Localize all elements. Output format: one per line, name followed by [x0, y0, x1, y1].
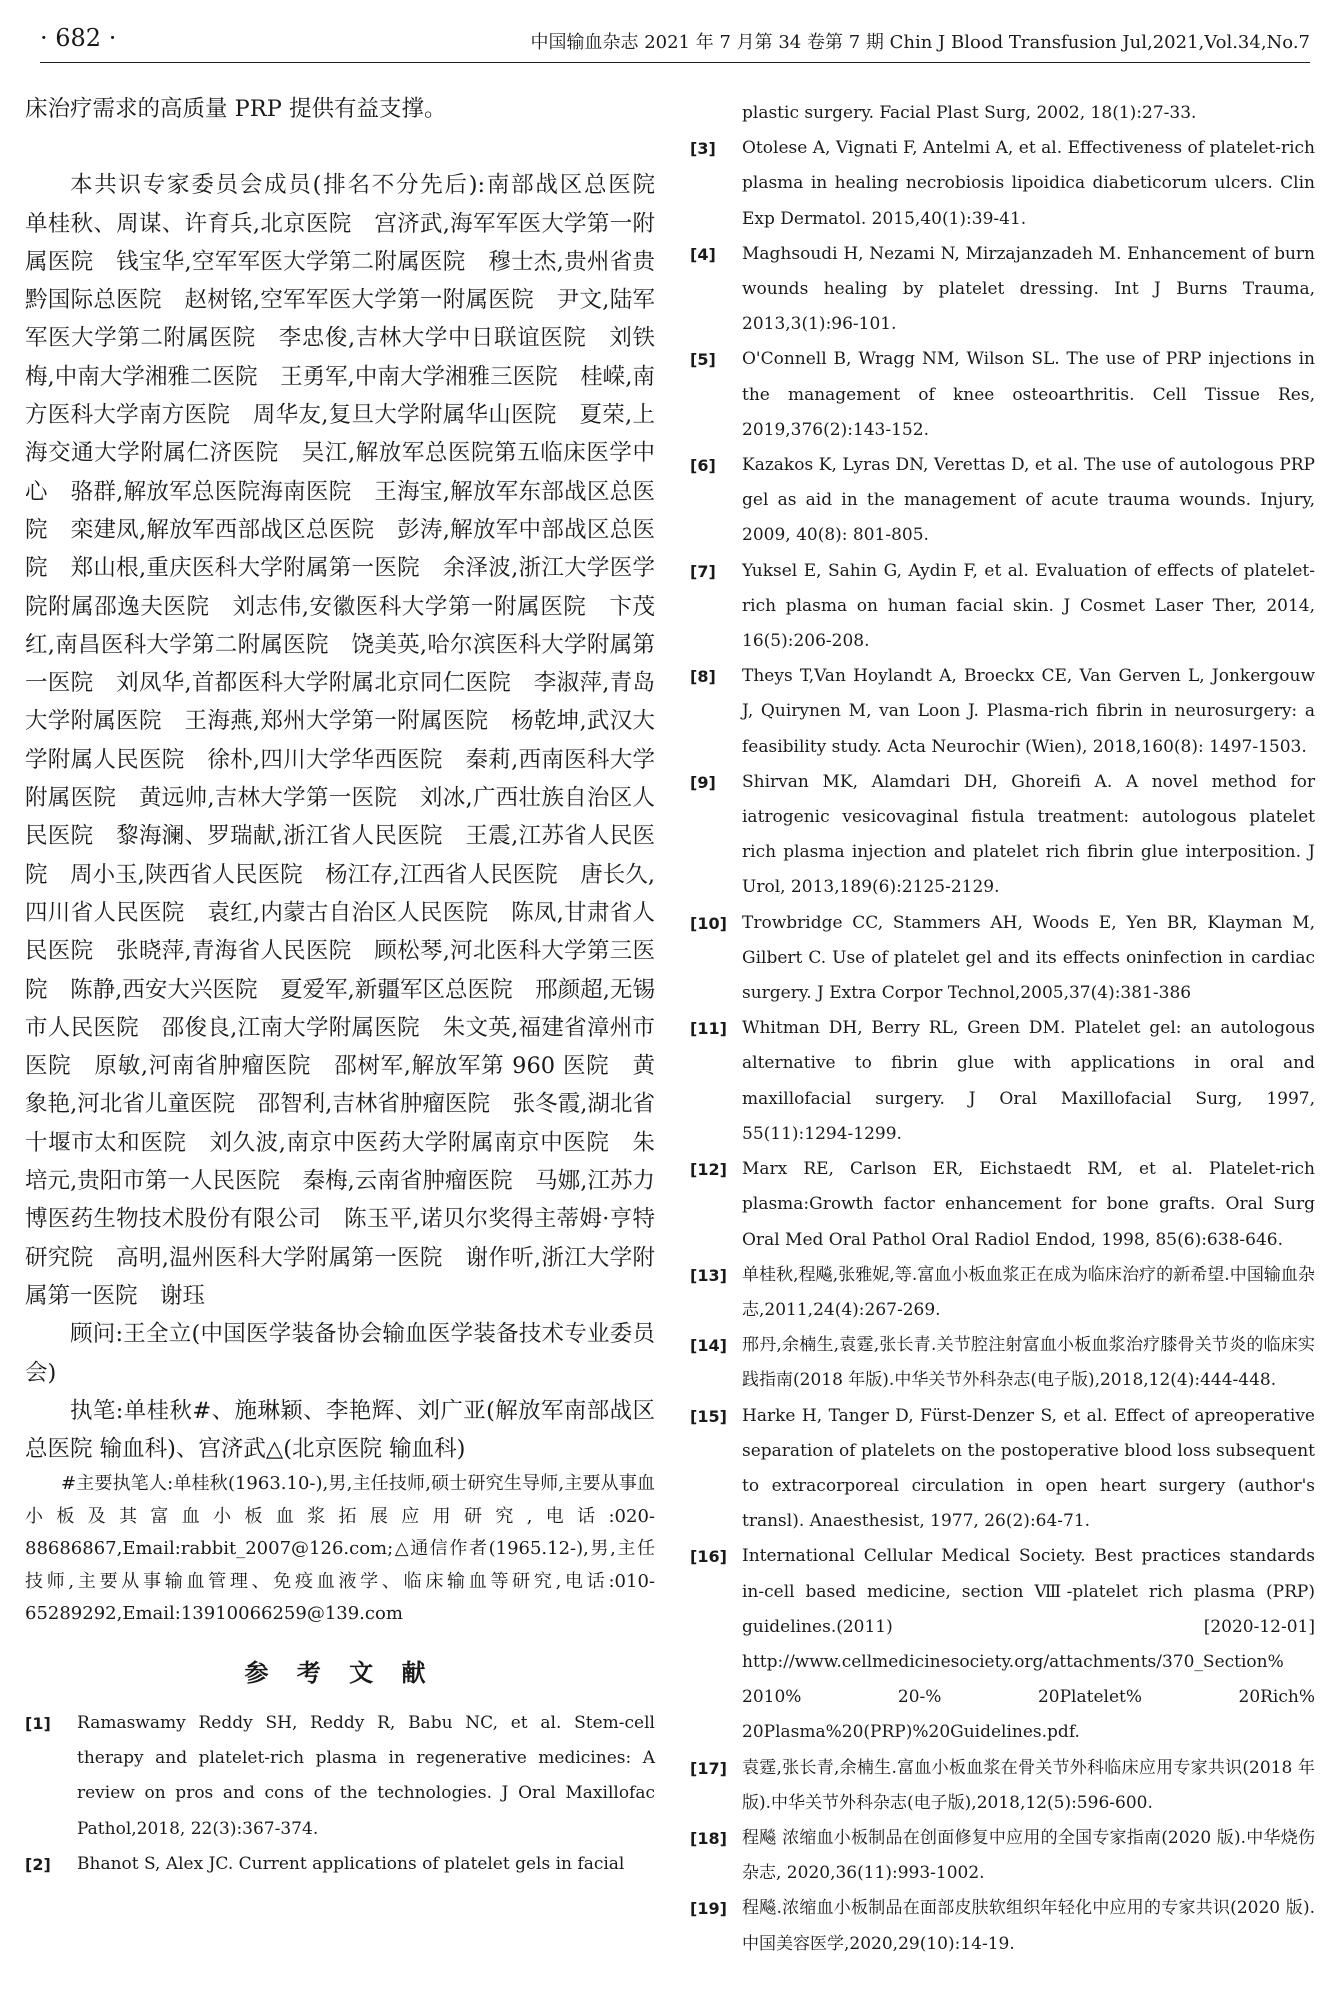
reference-text: Shirvan MK, Alamdari DH, Ghoreifi A. A novel method for iatrogenic vesicovaginal fistula treatment: autologous platelet rich plasma injection and platelet rich fibrin glue interposition. J Urol, 2013,189(6):2125-2129. — [742, 771, 1315, 898]
references-left-list — [25, 1706, 655, 1882]
reference-item — [25, 1706, 655, 1847]
opening-paragraph: 床治疗需求的高质量 PRP 提供有益支撑。 — [25, 96, 447, 122]
reference-number: [8] — [690, 667, 716, 687]
reference-text: Trowbridge CC, Stammers AH, Woods E, Yen BR, Klayman M, Gilbert C. Use of platelet gel and its effects oninfection in cardiac surgery. J Extra Corpor Technol,2005,37(4):381-386 — [742, 912, 1315, 1004]
references-title: 参 考 文 献 — [244, 1658, 436, 1687]
reference-item — [690, 1328, 1315, 1398]
committee-paragraph: 本共识专家委员会成员(排名不分先后):南部战区总医院 单桂秋、周谋、许育兵,北京医院 宫济武,海军军医大学第一附属医院 钱宝华,空军军医大学第二附属医院 穆士杰,贵州省贵黔国际总医院 赵树铭,空军军医大学第一附属医院 尹文,陆军军医大学第二附属医院 李忠俊,吉林大学中日联谊医院 刘铁梅,中南大学湘雅二医院 王勇军,中南大学湘雅三医院 桂嵘,南方医科大学南方医院 周华友,复旦大学附属华山医院 夏荣,上海交通大学附属仁济医院 吴江,解放军总医院第五临床医学中心 骆群,解放军总医院海南医院 王海宝,解放军东部战区总医院 栾建凤,解放军西部战区总医院 彭涛,解放军中部战区总医院 郑山根,重庆医科大学附属第一医院 余泽波,浙江大学医学院附属邵逸夫医院 刘志伟,安徽医科大学第一附属医院 卞茂红,南昌医科大学第二附属医院 饶美英,哈尔滨医科大学附属第一医院 刘凤华,首都医科大学附属北京同仁医院 李淑萍,青岛大学附属医院 王海燕,郑州大学第一附属医院 杨乾坤,武汉大学附属人民医院 徐朴,四川大学华西医院 秦莉,西南医科大学附属医院 黄远帅,吉林大学第一医院 刘冰,广西壮族自治区人民医院 黎海澜、罗瑞献,浙江省人民医院 王震,江苏省人民医院 周小玉,陕西省人民医院 杨江存,江西省人民医院 唐长久,四川省人民医院 袁红,内蒙古自治区人民医院 陈凤,甘肃省人民医院 张晓萍,青海省人民医院 顾松琴,河北医科大学第三医院 陈静,西安大兴医院 夏爱军,新疆军区总医院 邢颜超,无锡市人民医院 邵俊良,江南大学附属医院 朱文英,福建省漳州市医院 原敏,河南省肿瘤医院 邵树军,解放军第 960 医院 黄象艳,河北省儿童医院 邵智利,吉林省肿瘤医院 张冬霞,湖北省十堰市太和医院 刘久波,南京中医药大学附属南京中医院 朱培元,贵阳市第一人民医院 秦梅,云南省肿瘤医院 马娜,江苏力博医药生物技术股份有限公司 陈玉平,诺贝尔奖得主蒂姆·亨特研究院 高明,温州医科大学附属第一医院 谢作听,浙江大学附属第一医院 谢珏 — [25, 172, 678, 1309]
reference-text: 邢丹,余楠生,袁霆,张长青.关节腔注射富血小板血浆治疗膝骨关节炎的临床实践指南(2018 年版).中华关节外科杂志(电子版),2018,12(4):444-448. — [742, 1335, 1315, 1391]
reference-number: [17] — [690, 1758, 727, 1778]
reference-number: [4] — [690, 244, 716, 264]
reference-text: 袁霆,张长青,余楠生.富血小板血浆在骨关节外科临床应用专家共识(2018 年版).中华关节外科杂志(电子版),2018,12(5):596-600. — [742, 1757, 1315, 1813]
reference-item — [690, 342, 1315, 448]
reference-number: [13] — [690, 1265, 727, 1285]
reference-number: [19] — [690, 1899, 727, 1919]
reference-item — [690, 131, 1315, 237]
advisor-paragraph: 顾问:王全立(中国医学装备协会输血医学装备技术专业委员会) — [25, 1321, 655, 1386]
reference-text: Otolese A, Vignati F, Antelmi A, et al. Effectiveness of platelet-rich plasma in healing necrobiosis lipoidica diabeticorum ulcers. Clin Exp Dermatol. 2015,40(1):39-41. — [742, 138, 1315, 229]
reference-item — [690, 1751, 1315, 1821]
reference-text: Harke H, Tanger D, Fürst-Denzer S, et al. Effect of apreoperative separation of platelets on the postoperative blood loss subsequent to extracorporeal circulation in open heart surgery (author's transl). Anaesthesist, 1977, 26(2):64-71. — [742, 1405, 1315, 1532]
reference-item — [690, 1258, 1315, 1328]
reference-item — [25, 1847, 655, 1882]
references-right-list — [690, 96, 1315, 1962]
reference-item — [690, 765, 1315, 906]
reference-number: [18] — [690, 1828, 727, 1848]
reference-number: [6] — [690, 456, 716, 476]
left-column — [25, 90, 678, 1882]
reference-item — [690, 448, 1315, 554]
reference-item — [690, 906, 1315, 1012]
reference-item — [690, 1539, 1315, 1750]
reference-item — [690, 1011, 1315, 1152]
reference-number: [16] — [690, 1547, 727, 1567]
reference-text: Maghsoudi H, Nezami N, Mirzajanzadeh M. Enhancement of burn wounds healing by platelet dressing. Int J Burns Trauma, 2013,3(1):96-101. — [742, 243, 1315, 335]
reference-text: Marx RE, Carlson ER, Eichstaedt RM, et al. Platelet-rich plasma:Growth factor enhancement for bone grafts. Oral Surg Oral Med Oral Pathol Oral Radiol Endod, 1998, 85(6):638-646. — [742, 1159, 1315, 1250]
reference-item — [690, 1891, 1315, 1961]
reference-number: [2] — [25, 1854, 51, 1874]
reference-item — [690, 1152, 1315, 1258]
reference-text: 程飚 浓缩血小板制品在创面修复中应用的全国专家指南(2020 版).中华烧伤杂志, 2020,36(11):993-1002. — [742, 1827, 1315, 1884]
reference-number: [7] — [690, 561, 716, 581]
reference-text: 单桂秋,程飚,张雅妮,等.富血小板血浆正在成为临床治疗的新希望.中国输血杂志,2011,24(4):267-269. — [742, 1264, 1315, 1320]
reference-text: Kazakos K, Lyras DN, Verettas D, et al. The use of autologous PRP gel as aid in the management of acute trauma wounds. Injury, 2009, 40(8): 801-805. — [742, 455, 1315, 546]
reference-text: Yuksel E, Sahin G, Aydin F, et al. Evaluation of effects of platelet-rich plasma on human facial skin. J Cosmet Laser Ther, 2014, 16(5):206-208. — [742, 560, 1315, 652]
reference-item — [690, 1399, 1315, 1540]
reference-item — [690, 659, 1315, 765]
reference-text: O'Connell B, Wragg NM, Wilson SL. The use of PRP injections in the management of knee osteoarthritis. Cell Tissue Res, 2019,376(2):143-152. — [742, 349, 1315, 440]
reference-number: [5] — [690, 350, 716, 370]
reference-number: [3] — [690, 139, 716, 159]
reference-text: 程飚.浓缩血小板制品在面部皮肤软组织年轻化中应用的专家共识(2020 版).中国美容医学,2020,29(10):14-19. — [742, 1898, 1315, 1954]
reference-text: Ramaswamy Reddy SH, Reddy R, Babu NC, et al. Stem-cell therapy and platelet-rich plasma in regenerative medicines: A review on pros and cons of the technologies. J Oral Maxillofac Pathol,2018, 22(3):367-374. — [77, 1712, 655, 1839]
writers-paragraph: 执笔:单桂秋#、施琳颖、李艳辉、刘广亚(解放军南部战区总医院 输血科)、宫济武△(北京医院 输血科) — [25, 1397, 655, 1463]
reference-item — [690, 554, 1315, 660]
reference-item — [690, 1821, 1315, 1891]
reference-text: Theys T,Van Hoylandt A, Broeckx CE, Van Gerven L, Jonkergouw J, Quirynen M, van Loon J. Plasma-rich fibrin in neurosurgery: a feasibility study. Acta Neurochir (Wien), 2018,160(8): 1497-1503. — [742, 666, 1315, 757]
reference-item — [690, 237, 1315, 343]
reference-number: [12] — [690, 1160, 727, 1180]
journal-running-head: 中国输血杂志 2021 年 7 月第 34 卷第 7 期 Chin J Blood Transfusion Jul,2021,Vol.34,No.7 — [530, 32, 1310, 53]
reference-text: Whitman DH, Berry RL, Green DM. Platelet gel: an autologous alternative to fibrin glue with applications in oral and maxillofacial surgery. J Oral Maxillofacial Surg, 1997, 55(11):1294-1299. — [742, 1018, 1315, 1144]
reference-item — [690, 96, 1315, 131]
reference-number: [15] — [690, 1406, 727, 1426]
page-number: · 682 · — [40, 24, 117, 52]
reference-number: [9] — [690, 772, 716, 792]
reference-number: [14] — [690, 1336, 727, 1356]
reference-text: Bhanot S, Alex JC. Current applications of platelet gels in facial — [77, 1853, 625, 1874]
reference-text: plastic surgery. Facial Plast Surg, 2002, 18(1):27-33. — [742, 103, 1197, 123]
page-header — [40, 22, 1310, 63]
reference-text: International Cellular Medical Society. Best practices standards in-cell based medicine, section Ⅷ-platelet rich plasma (PRP) guidelines.(2011) [2020-12-01] http://www.cellmedicinesociety.org/attachments/370_Section% 2010% 20-% 20Platelet% 20Rich% 20Plasma%20(PRP)%20Guidelines.pdf. — [742, 1546, 1315, 1743]
reference-number: [1] — [25, 1713, 51, 1733]
reference-number: [11] — [690, 1019, 727, 1039]
reference-number: [10] — [690, 913, 727, 933]
author-footnote: #主要执笔人:单桂秋(1963.10-),男,主任技师,硕士研究生导师,主要从事血小板及其富血小板血浆拓展应用研究,电话:020-88686867,Email:rabbit_2007@126.com;△通信作者(1965.12-),男,主任技师,主要从事输血管理、免疫血液学、临床输血等研究,电话:010-65289292,Email:13910066259@139.com — [25, 1473, 655, 1625]
